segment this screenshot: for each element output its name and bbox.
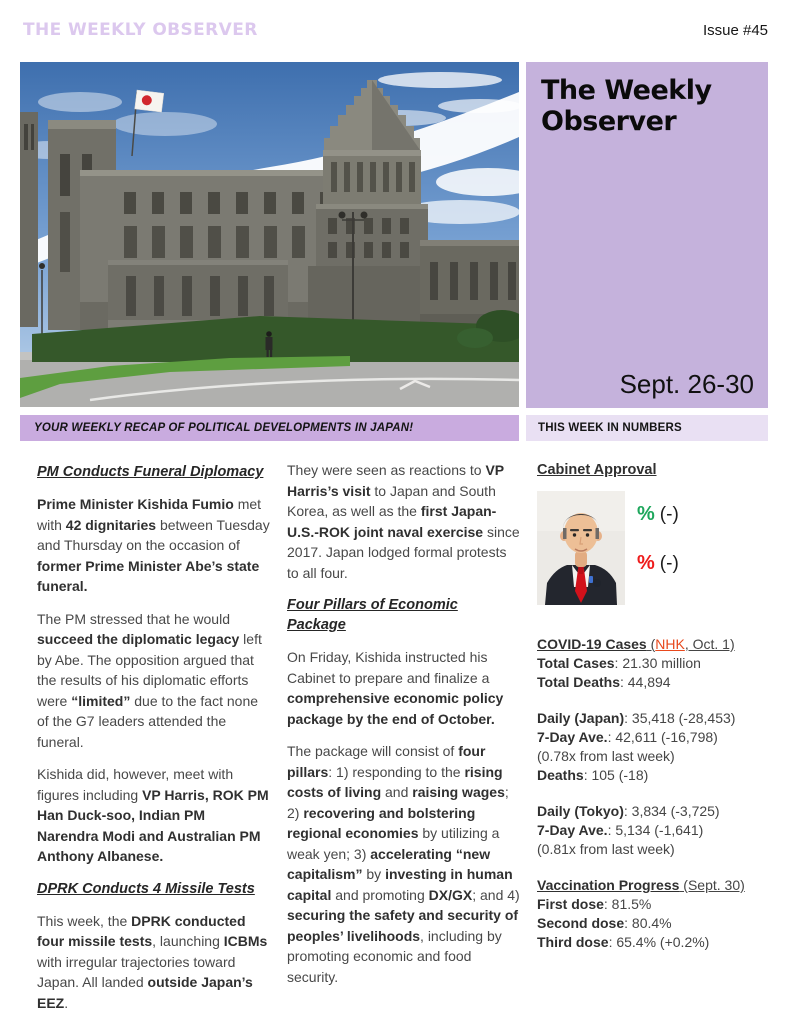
- stat-line: [537, 728, 775, 747]
- stat-line: [537, 914, 775, 933]
- newsletter-title: The Weekly Observer: [541, 75, 712, 137]
- text-run: VP Harris, ROK PM Han Duck-soo, Indian PM Narendra Modi and Australian PM Anthony Albanese.: [37, 786, 269, 864]
- stat-line: [537, 654, 775, 673]
- text-run: Prime Minister Kishida Fumio: [37, 496, 234, 512]
- stat-line: [537, 747, 775, 766]
- tagline-text: YOUR WEEKLY RECAP OF POLITICAL DEVELOPMENTS IN JAPAN!: [34, 422, 414, 434]
- stat-line: [537, 673, 775, 692]
- text-run: : 5,134 (-1,641): [607, 822, 704, 838]
- article-column-1: [37, 460, 270, 1023]
- text-run: Total Deaths: [537, 674, 620, 690]
- text-run: , including by promoting economic and food security.: [287, 927, 502, 985]
- text-run: 7-Day Ave.: [537, 729, 608, 745]
- disapproval-rating-line: [637, 552, 679, 575]
- masthead: THE WEEKLY OBSERVER: [23, 20, 258, 40]
- text-run: (0.81x from last week): [537, 841, 675, 857]
- text-run: due to the fact none of the G7 leaders attended the funeral.: [37, 692, 259, 750]
- article-paragraph: [287, 460, 520, 583]
- kishida-portrait: [537, 491, 625, 605]
- text-run: between Tuesday and Thursday on the occasion of: [37, 516, 270, 553]
- numbers-banner: [526, 415, 768, 441]
- section-heading: [37, 462, 270, 482]
- text-run: raising wages: [412, 784, 505, 800]
- text-run: They were seen as reactions to: [287, 462, 486, 478]
- text-run: investing in human capital: [287, 866, 513, 903]
- section-heading: [37, 879, 270, 899]
- numbers-banner-text: THIS WEEK IN NUMBERS: [538, 422, 682, 434]
- text-run: comprehensive economic policy package by the end of October.: [287, 690, 504, 727]
- text-run: met with: [37, 496, 262, 533]
- section-heading: [537, 876, 775, 895]
- disapproval-change: (-): [659, 553, 679, 574]
- text-run: ICBMs: [223, 933, 268, 949]
- approval-ratings: [637, 491, 679, 575]
- text-run: recovering and bolstering regional economies: [287, 804, 476, 841]
- text-run: : 81.5%: [603, 896, 652, 912]
- approval-change: (-): [659, 504, 679, 525]
- text-run: : 42,611 (-16,798): [607, 729, 718, 745]
- title-panel: [526, 62, 768, 408]
- nhk-link[interactable]: NHK: [655, 636, 685, 652]
- article-paragraph: [37, 609, 270, 753]
- text-run: , launching: [152, 933, 224, 949]
- text-run: PM Conducts Funeral Diplomacy: [37, 464, 264, 480]
- text-run: : 80.4%: [624, 915, 672, 931]
- text-run: .: [64, 994, 69, 1011]
- article-paragraph: [37, 494, 270, 597]
- text-run: accelerating “new capitalism”: [287, 845, 491, 882]
- text-run: 42 dignitaries: [65, 516, 157, 533]
- article-column-2: [287, 460, 520, 999]
- text-run: The PM stressed that he would: [37, 610, 230, 627]
- text-run: : 3,834 (-3,725): [623, 803, 720, 819]
- text-run: by utilizing a weak yen; 3): [287, 825, 500, 862]
- text-run: ; 2): [287, 784, 509, 821]
- text-run: VP Harris’s visit: [287, 462, 504, 499]
- text-run: : 21.30 million: [614, 655, 701, 671]
- text-run: (Sept. 30): [679, 877, 745, 893]
- disapproval-percent-red: %: [637, 552, 655, 574]
- spacer: [537, 692, 775, 709]
- text-run: COVID-19 Cases: [537, 636, 647, 652]
- text-run: Daily (Tokyo): [537, 803, 624, 819]
- stat-line: [537, 821, 775, 840]
- cabinet-approval-row: [537, 491, 775, 605]
- diet-building-photo: [20, 62, 519, 407]
- issue-number: Issue #45: [702, 22, 768, 39]
- text-run: with irregular trajectories toward Japan. All landed: [37, 953, 236, 990]
- text-run: DPRK conducted four missile tests: [37, 912, 246, 949]
- spacer: [537, 859, 775, 876]
- section-heading: [537, 635, 775, 654]
- text-run: Daily (Japan): [537, 710, 625, 726]
- text-run: : 105 (-18): [583, 767, 649, 783]
- text-run: ; and 4): [472, 886, 520, 903]
- article-paragraph: [37, 911, 270, 1014]
- text-run: former Prime Minister Abe’s state funeral.: [37, 557, 260, 594]
- stat-line: [537, 766, 775, 785]
- weekly-stats: [537, 635, 775, 952]
- text-run: (0.78x from last week): [537, 748, 675, 764]
- text-run: DX/GX: [428, 886, 473, 903]
- text-run: Four Pillars of Economic Package: [287, 597, 458, 633]
- text-run: 7-Day Ave.: [537, 822, 608, 838]
- text-run: First dose: [537, 896, 604, 912]
- tagline-banner: [20, 415, 519, 441]
- text-run: succeed the diplomatic legacy: [37, 631, 240, 647]
- text-run: : 35,418 (-28,453): [624, 710, 736, 726]
- article-paragraph: [287, 741, 520, 987]
- numbers-column: [537, 460, 775, 952]
- stat-line: [537, 709, 775, 728]
- stat-line: [537, 802, 775, 821]
- text-run: since 2017. Japan lodged formal protests to all four.: [287, 523, 520, 581]
- text-run: and: [381, 784, 413, 800]
- cabinet-approval-heading-text: Cabinet Approval: [537, 462, 657, 478]
- approval-percent-green: %: [637, 503, 655, 525]
- text-run: : 65.4% (+0.2%): [608, 934, 710, 950]
- text-run: The package will consist of: [287, 743, 459, 759]
- text-run: Total Cases: [537, 655, 615, 671]
- approval-rating-line: [637, 503, 679, 526]
- text-run: outside Japan’s EEZ: [37, 974, 253, 1011]
- stat-line: [537, 933, 775, 952]
- text-run: four pillars: [287, 743, 486, 780]
- text-run: Third dose: [537, 934, 609, 950]
- text-run: “limited”: [71, 692, 131, 709]
- text-run: and promoting: [331, 886, 429, 903]
- text-run: : 1) responding to the: [328, 763, 465, 780]
- text-run: left by Abe. The opposition argued that the results of his diplomatic efforts were: [37, 631, 262, 709]
- article-paragraph: [287, 647, 520, 729]
- text-run: securing the safety and security of peoples’ livelihoods: [287, 907, 519, 944]
- text-run: Vaccination Progress: [537, 877, 680, 893]
- stat-line: [537, 895, 775, 914]
- text-run: by: [362, 866, 386, 882]
- text-run: first Japan-U.S.-ROK joint naval exercise: [287, 503, 497, 540]
- text-run: to Japan and South Korea, as well as the: [287, 482, 496, 519]
- stat-line: [537, 840, 775, 859]
- text-run: : 44,894: [619, 674, 671, 690]
- text-run: Kishida did, however, meet with figures including: [37, 766, 234, 803]
- date-range: Sept. 26-30: [619, 369, 754, 399]
- section-heading: [287, 595, 520, 635]
- article-paragraph: [37, 764, 270, 867]
- spacer: [537, 785, 775, 802]
- text-run: On Friday, Kishida instructed his Cabinet to prepare and finalize a: [287, 649, 490, 686]
- text-run: This week, the: [37, 912, 132, 929]
- text-run: rising costs of living: [287, 763, 503, 800]
- text-run: , Oct. 1): [684, 636, 735, 652]
- text-run: DPRK Conducts 4 Missile Tests: [37, 880, 255, 897]
- text-run: Second dose: [537, 915, 625, 931]
- text-run: Deaths: [537, 767, 584, 783]
- cabinet-approval-heading: [537, 462, 775, 478]
- text-run: (: [646, 636, 656, 652]
